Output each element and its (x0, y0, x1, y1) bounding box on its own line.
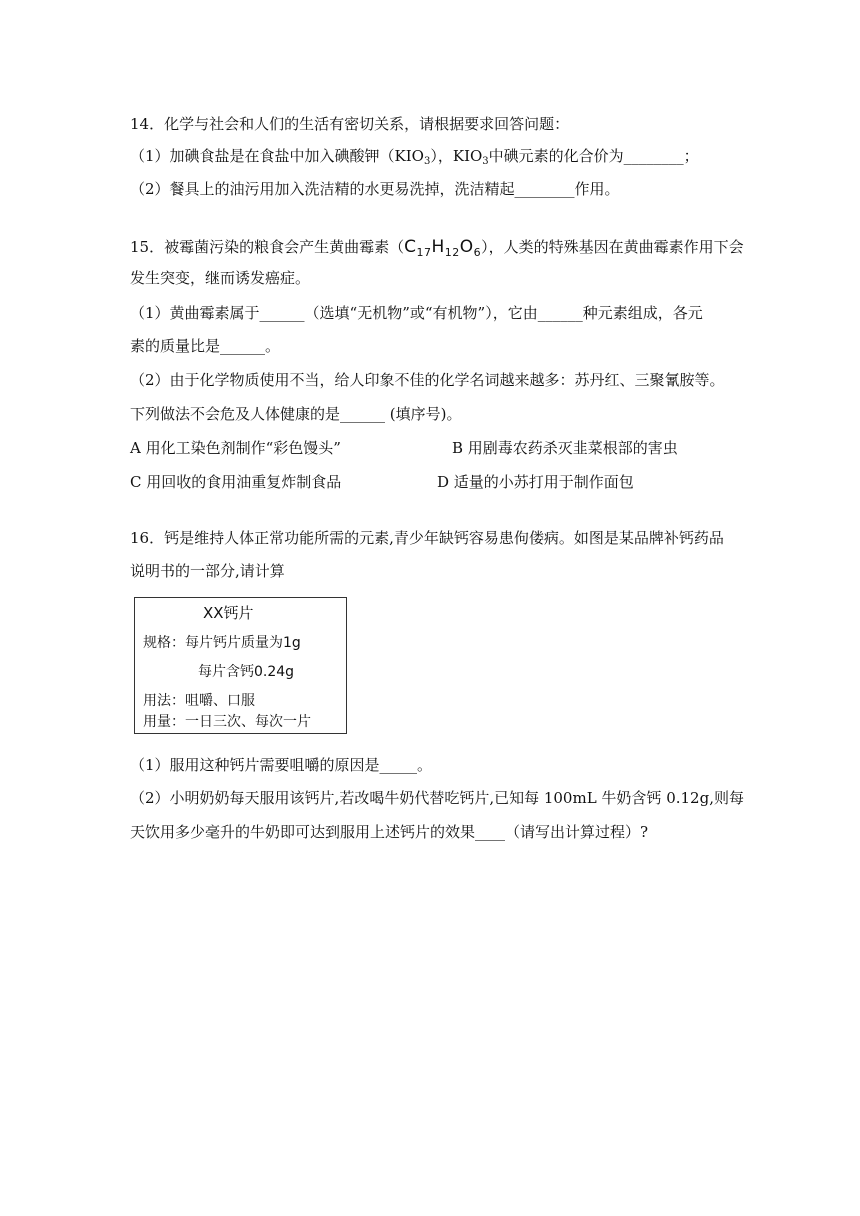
q15-stem-text-a: 15．被霉菌污染的粮食会产生黄曲霉素（ (130, 238, 405, 256)
q15-option-a: A 用化工染色剂制作“彩色馒头” (130, 439, 341, 457)
formula-o: O (459, 237, 474, 257)
q15-part1-line1: （1）黄曲霉素属于______（选填“无机物”或“有机物”），它由______种元素组成，各元 (130, 304, 703, 322)
label-title: XX钙片 (203, 604, 254, 622)
q15-option-c: C 用回收的食用油重复炸制食品 (130, 473, 342, 491)
q14-stem: 14．化学与社会和人们的生活有密切关系，请根据要求回答问题： (130, 115, 570, 133)
q15-part2-line1: （2）由于化学物质使用不当，给人印象不佳的化学名词越来越多：苏丹红、三聚氰胺等。 (130, 371, 725, 389)
q14-part1-sub1: 3 (423, 156, 431, 167)
q14-part1 (130, 146, 699, 172)
q15-stem-line2: 发生突变，继而诱发癌症。 (130, 269, 311, 287)
q14-part2: （2）餐具上的油污用加入洗洁精的水更易洗掉，洗洁精起________作用。 (130, 180, 620, 198)
q15-option-b: B 用剧毒农药杀灭韭菜根部的害虫 (452, 439, 678, 457)
q15-part1-line2: 素的质量比是______。 (130, 337, 281, 355)
label-spec-line1: 规格：每片钙片质量为1g (143, 635, 301, 651)
label-dosage: 用量：一日三次、每次一片 (143, 714, 311, 730)
formula-c: C (404, 237, 417, 257)
q15-option-d: D 适量的小苏打用于制作面包 (437, 473, 634, 491)
formula-c-count: 17 (416, 246, 432, 259)
q16-stem-line1: 16．钙是维持人体正常功能所需的元素,青少年缺钙容易患佝偻病。如图是某品牌补钙药品 (130, 529, 724, 547)
q16-part1: （1）服用这种钙片需要咀嚼的原因是_____。 (130, 756, 433, 774)
q16-part2-line1: （2）小明奶奶每天服用该钙片,若改喝牛奶代替吃钙片,已知每 100mL 牛奶含钙 0.12g,则每 (130, 789, 744, 807)
q14-part1-text-c: 中碘元素的化合价为________； (488, 147, 699, 165)
q14-part1-sub2: 3 (482, 156, 489, 167)
calcium-tablet-label (134, 597, 347, 734)
q15-stem-text-b: ），人类的特殊基因在黄曲霉素作用下会 (481, 238, 744, 256)
q14-part1-text-a: （1）加碘食盐是在食盐中加入碘酸钾（KIO (130, 147, 424, 165)
q15-stem-line1 (130, 237, 744, 263)
aflatoxin-formula (404, 237, 481, 257)
q14-part1-text-b: ），KIO (430, 147, 483, 165)
formula-h-count: 12 (444, 246, 460, 259)
label-usage: 用法：咀嚼、口服 (143, 693, 255, 709)
q16-stem-line2: 说明书的一部分,请计算 (130, 562, 285, 580)
label-spec-line2: 每片含钙0.24g (198, 664, 295, 680)
q16-part2-line2: 天饮用多少毫升的牛奶即可达到服用上述钙片的效果____（请写出计算过程）? (130, 823, 649, 841)
formula-h: H (431, 237, 445, 257)
formula-o-count: 6 (473, 246, 482, 259)
q15-part2-line2: 下列做法不会危及人体健康的是______ (填序号)。 (130, 405, 462, 423)
